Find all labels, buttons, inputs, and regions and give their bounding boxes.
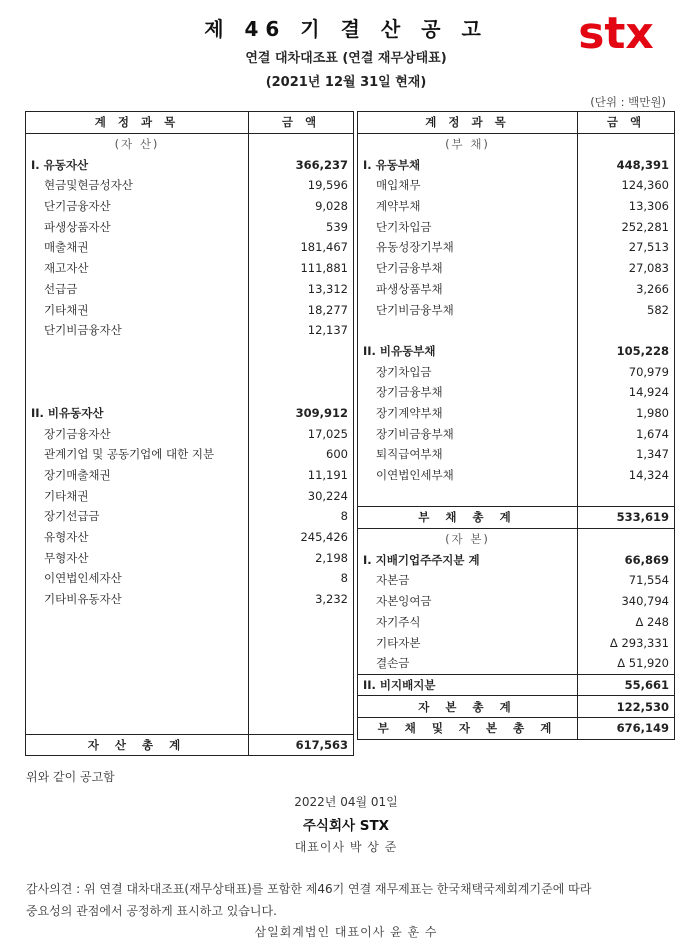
total-liabilities-equity-amount: 676,149 [578,717,675,739]
liability-item-amount: 252,281 [578,216,675,237]
asset-item-name: 재고자산 [26,258,249,279]
asset-item-amount: 539 [249,216,354,237]
audit-opinion [26,878,666,922]
total-assets-row [26,734,354,756]
liability-item-name: 장기비금융부채 [358,423,578,444]
equity-category-label: (자 본) [358,528,578,549]
empty-cell [249,341,354,362]
unit-label: (단위 : 백만원) [590,95,666,109]
empty-cell [26,341,249,362]
liabilities-header-row [358,112,675,134]
logo-text: stx [578,8,654,54]
empty-cell [26,672,249,693]
liability-item-name: 매입채무 [358,175,578,196]
empty-cell [26,382,249,403]
empty-cell [249,610,354,631]
total-equity-row [358,696,675,718]
report-date: (2021년 12월 31일 현재) [265,75,427,90]
total-liabilities-amount: 533,619 [578,507,675,529]
asset-item-name: 장기매출채권 [26,465,249,486]
asset-item-amount: 17,025 [249,423,354,444]
asset-item-name: 이연법인세자산 [26,568,249,589]
asset-item-name: 유형자산 [26,527,249,548]
empty-cell [358,320,578,341]
asset-item-name: 기타채권 [26,485,249,506]
controlling-interest-amount: 66,869 [578,549,675,570]
asset-item-name: 장기선급금 [26,506,249,527]
equity-item-amount: 71,554 [578,570,675,591]
assets-header-amount: 금 액 [249,112,354,134]
asset-item-name: 단기금융자산 [26,196,249,217]
equity-item-name: 자본잉여금 [358,591,578,612]
asset-item-amount: 8 [249,506,354,527]
empty-cell [249,651,354,672]
asset-item-amount: 30,224 [249,485,354,506]
table-cell [578,528,675,549]
current-assets-label: I. 유동자산 [26,154,249,175]
assets-header-row [26,112,354,134]
auditor-name: 삼일회계법인 대표이사 윤 훈 수 [254,925,438,939]
equity-item-amount: Δ 248 [578,612,675,633]
asset-item-name: 장기금융자산 [26,423,249,444]
liability-item-name: 계약부채 [358,196,578,217]
liability-item-amount: 27,083 [578,258,675,279]
stx-logo [568,8,664,54]
equity-item-amount: 340,794 [578,591,675,612]
asset-item-name: 무형자산 [26,547,249,568]
announcement-date: 2022년 04월 01일 [294,795,398,809]
noncontrolling-interest-label: II. 비지배지분 [358,674,578,696]
asset-item-name: 기타비유동자산 [26,589,249,610]
ceo-name: 대표이사 박 상 준 [294,840,398,854]
liability-item-amount: 1,980 [578,403,675,424]
total-liabilities-label: 부 채 총 계 [358,507,578,529]
asset-item-name: 기타채권 [26,299,249,320]
total-liabilities-equity-label: 부 채 및 자 본 총 계 [358,717,578,739]
asset-item-amount: 9,028 [249,196,354,217]
empty-cell [249,361,354,382]
company-name: 주식회사 STX [302,818,390,834]
asset-item-name: 매출채권 [26,237,249,258]
asset-item-amount: 3,232 [249,589,354,610]
liability-item-amount: 1,674 [578,423,675,444]
asset-item-amount: 13,312 [249,279,354,300]
asset-item-amount: 600 [249,444,354,465]
liability-item-name: 단기비금융부채 [358,299,578,320]
liability-item-name: 장기금융부채 [358,382,578,403]
liability-item-name: 이연법인세부채 [358,465,578,486]
total-equity-amount: 122,530 [578,696,675,718]
empty-cell [249,382,354,403]
liability-item-amount: 582 [578,299,675,320]
empty-cell [26,630,249,651]
empty-cell [578,320,675,341]
total-assets-amount: 617,563 [249,734,354,756]
liability-item-amount: 13,306 [578,196,675,217]
noncontrolling-interest-amount: 55,661 [578,674,675,696]
noncurrent-liabilities-amount: 105,228 [578,341,675,362]
asset-item-amount: 2,198 [249,547,354,568]
liability-item-amount: 1,347 [578,444,675,465]
asset-item-name: 파생상품자산 [26,216,249,237]
asset-item-amount: 111,881 [249,258,354,279]
equity-item-name: 결손금 [358,653,578,674]
asset-item-amount: 8 [249,568,354,589]
liability-item-name: 단기차입금 [358,216,578,237]
empty-cell [26,713,249,734]
equity-item-amount: Δ 293,331 [578,632,675,653]
assets-category-label: (자 산) [26,133,249,154]
page-title: 제 46 기 결 산 공 고 [204,17,488,41]
equity-item-name: 기타자본 [358,632,578,653]
empty-cell [249,630,354,651]
asset-item-name: 선급금 [26,279,249,300]
equity-item-amount: Δ 51,920 [578,653,675,674]
liability-item-name: 유동성장기부채 [358,237,578,258]
asset-item-name: 단기비금융자산 [26,320,249,341]
empty-cell [26,692,249,713]
noncurrent-assets-label: II. 비유동자산 [26,403,249,424]
assets-table [25,111,354,756]
empty-cell [249,713,354,734]
liability-item-amount: 14,324 [578,465,675,486]
current-liabilities-amount: 448,391 [578,154,675,175]
liability-item-amount: 70,979 [578,361,675,382]
liability-item-amount: 3,266 [578,279,675,300]
liability-item-name: 장기차입금 [358,361,578,382]
empty-cell [26,361,249,382]
total-equity-label: 자 본 총 계 [358,696,578,718]
empty-cell [26,651,249,672]
liabilities-header-amount: 금 액 [578,112,675,134]
liability-item-name: 단기금융부채 [358,258,578,279]
table-cell [578,133,675,154]
asset-item-amount: 11,191 [249,465,354,486]
liability-item-amount: 14,924 [578,382,675,403]
empty-cell [358,485,578,506]
empty-cell [249,672,354,693]
empty-cell [249,692,354,713]
liability-item-amount: 27,513 [578,237,675,258]
controlling-interest-label: I. 지배기업주주지분 계 [358,549,578,570]
liabilities-equity-table [357,111,675,740]
table-cell [249,133,354,154]
liabilities-header-item: 계 정 과 목 [358,112,578,134]
asset-item-amount: 19,596 [249,175,354,196]
liability-item-amount: 124,360 [578,175,675,196]
asset-item-name: 관계기업 및 공동기업에 대한 지분 [26,444,249,465]
asset-item-amount: 18,277 [249,299,354,320]
asset-item-amount: 181,467 [249,237,354,258]
asset-item-name: 현금및현금성자산 [26,175,249,196]
asset-item-amount: 245,426 [249,527,354,548]
notice-text: 위와 같이 공고함 [26,770,115,784]
total-liabilities-row [358,507,675,529]
empty-cell [26,610,249,631]
noncurrent-assets-amount: 309,912 [249,403,354,424]
audit-opinion-line: 감사의견 : 위 연결 대차대조표(재무상태표)를 포함한 제46기 연결 재무제표는 한국채택국제회계기준에 따라 [26,882,592,896]
assets-header-item: 계 정 과 목 [26,112,249,134]
total-liabilities-equity-row [358,717,675,739]
current-assets-amount: 366,237 [249,154,354,175]
liability-item-name: 장기계약부채 [358,403,578,424]
liabilities-category-label: (부 채) [358,133,578,154]
liability-item-name: 파생상품부채 [358,279,578,300]
audit-opinion-line: 중요성의 관점에서 공정하게 표시하고 있습니다. [26,904,277,918]
liability-item-name: 퇴직급여부채 [358,444,578,465]
noncurrent-liabilities-label: II. 비유동부채 [358,341,578,362]
asset-item-amount: 12,137 [249,320,354,341]
page-subtitle: 연결 대차대조표 (연결 재무상태표) [245,51,447,66]
empty-cell [578,485,675,506]
equity-item-name: 자본금 [358,570,578,591]
equity-item-name: 자기주식 [358,612,578,633]
total-assets-label: 자 산 총 계 [26,734,249,756]
current-liabilities-label: I. 유동부채 [358,154,578,175]
